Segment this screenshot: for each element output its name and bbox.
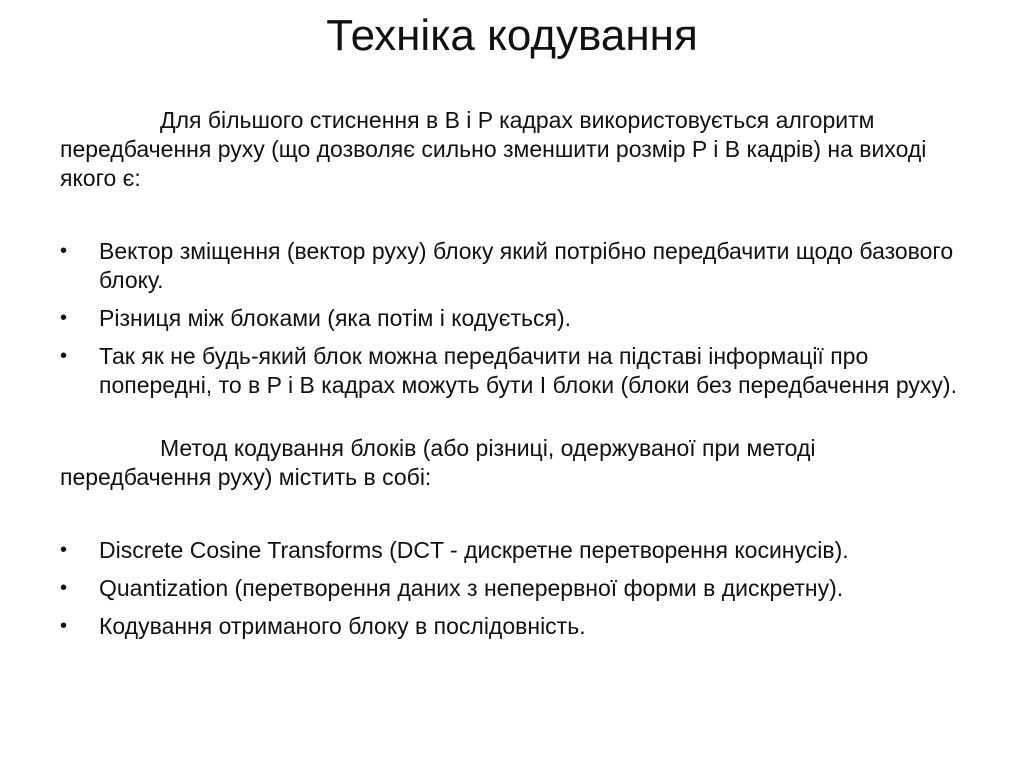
bullet-icon: • (60, 345, 68, 367)
list-item-text: Кодування отриманого блоку в послідовність. (99, 613, 586, 639)
bullet-icon: • (60, 539, 68, 561)
bullet-icon: • (60, 240, 68, 262)
intro-paragraph: Для більшого стиснення в B і P кадрах використовується алгоритм передбачення руху (що дозволяє сильно зменшити розмір P і B кадрів) на виході якого є: (60, 107, 927, 191)
method-paragraph: Метод кодування блоків (або різниці, одержуваної при методі передбачення руху) містить в собі: (60, 435, 816, 490)
list-item-text: Так як не будь-який блок можна передбачити на підставі інформації про попередні, то в P і B кадрах можуть бути I блоки (блоки без передбачення руху). (99, 343, 957, 398)
list-item (60, 237, 965, 295)
list-item (60, 574, 965, 603)
list-item-text: Quantization (перетворення даних з неперервної форми в дискретну). (99, 575, 844, 601)
list-item (60, 304, 965, 333)
list-item-text: Різниця між блоками (яка потім і кодується). (99, 305, 572, 331)
list-item-text: Вектор зміщення (вектор руху) блоку який потрібно передбачити щодо базового блоку. (99, 238, 954, 293)
slide-body (60, 106, 965, 650)
bullet-icon: • (60, 615, 68, 637)
coding-method-list (60, 536, 965, 641)
list-item (60, 342, 965, 400)
bullet-icon: • (60, 307, 68, 329)
motion-prediction-list (60, 237, 965, 400)
bullet-icon: • (60, 577, 68, 599)
list-item (60, 612, 965, 641)
list-item-text: Discrete Cosine Transforms (DCT - дискретне перетворення косинусів). (99, 537, 849, 563)
list-item (60, 536, 965, 565)
slide-title: Техніка кодування (326, 11, 698, 60)
